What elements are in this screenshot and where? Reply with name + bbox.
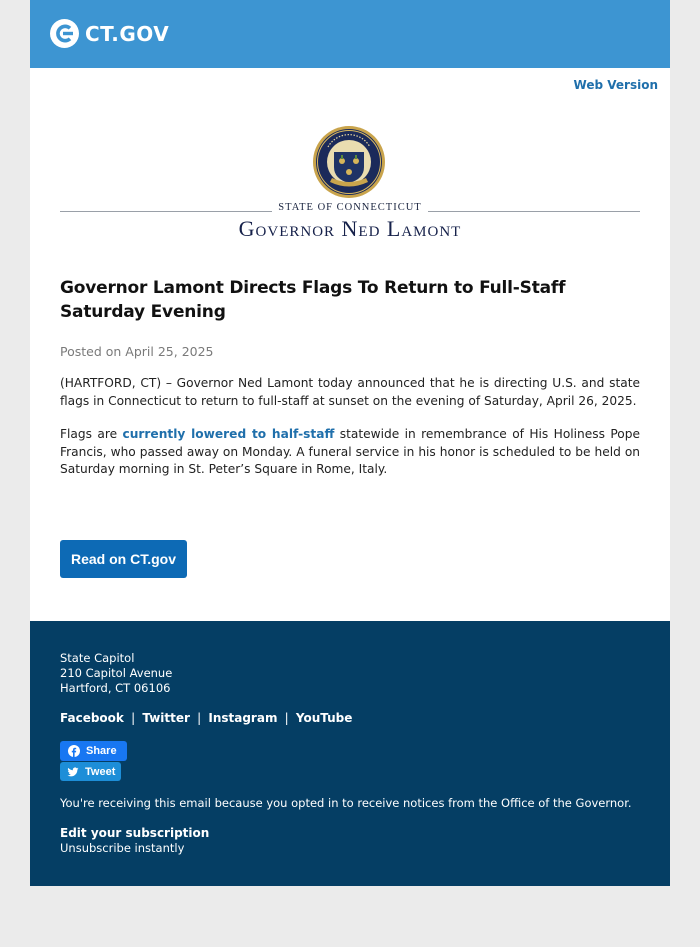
edit-subscription-link[interactable]: Edit your subscription: [60, 826, 210, 840]
state-seal: [312, 125, 386, 199]
masthead-governor: Governor Ned Lamont: [238, 216, 462, 241]
content-card: [30, 68, 670, 621]
address-line-3: Hartford, CT 06106: [60, 681, 171, 695]
web-version-link[interactable]: Web Version: [573, 78, 658, 92]
email-container: [30, 0, 670, 886]
ct-gov-logo[interactable]: [50, 19, 169, 48]
social-separator: |: [131, 711, 136, 725]
state-seal-icon: [312, 125, 386, 199]
article-title: Governor Lamont Directs Flags To Return to Full-Staff Saturday Evening: [60, 278, 566, 322]
tweet-button[interactable]: [60, 762, 121, 781]
masthead-state: STATE OF CONNECTICUT: [278, 202, 422, 213]
posted-date: Posted on April 25, 2025: [60, 344, 214, 359]
half-staff-link[interactable]: currently lowered to half-staff: [122, 427, 335, 441]
tweet-label: Tweet: [85, 765, 116, 778]
address-block: [60, 651, 172, 696]
social-separator: |: [284, 711, 289, 725]
facebook-icon: [68, 745, 80, 757]
twitter-link[interactable]: Twitter: [142, 711, 190, 725]
unsubscribe-link[interactable]: Unsubscribe instantly: [60, 841, 185, 855]
facebook-link[interactable]: Facebook: [60, 711, 124, 725]
facebook-share-button[interactable]: [60, 741, 127, 761]
address-line-2: 210 Capitol Avenue: [60, 666, 173, 680]
paragraph-2: [60, 426, 640, 479]
share-label: Share: [86, 745, 117, 757]
paragraph-2-start: Flags are: [60, 427, 123, 441]
twitter-bird-icon: [67, 766, 79, 778]
header-bar: [30, 0, 670, 68]
ct-logo-icon: [50, 19, 79, 48]
instagram-link[interactable]: Instagram: [208, 711, 278, 725]
youtube-link[interactable]: YouTube: [295, 711, 353, 725]
footer: [30, 621, 670, 886]
paragraph-1: (HARTFORD, CT) – Governor Ned Lamont today announced that he is directing U.S. and state flags in Connecticut to return to full-staff at sunset on the evening of Saturday, April 26, 2025.: [60, 376, 640, 408]
subscription-notice: You're receiving this email because you opted in to receive notices from the Office of the Governor.: [60, 796, 632, 810]
masthead: [60, 202, 640, 242]
logo-text: CT.GOV: [85, 21, 170, 46]
paragraph-2-end: statewide in remembrance of His Holiness Pope Francis, who passed away on Monday. A funeral service in his honor is scheduled to be held on Saturday morning in St. Peter’s Square in Rome, Italy.: [60, 427, 640, 476]
read-on-ctgov-button[interactable]: Read on CT.gov: [60, 540, 187, 578]
social-separator: |: [197, 711, 202, 725]
address-line-1: State Capitol: [60, 651, 135, 665]
social-links: [60, 711, 352, 725]
